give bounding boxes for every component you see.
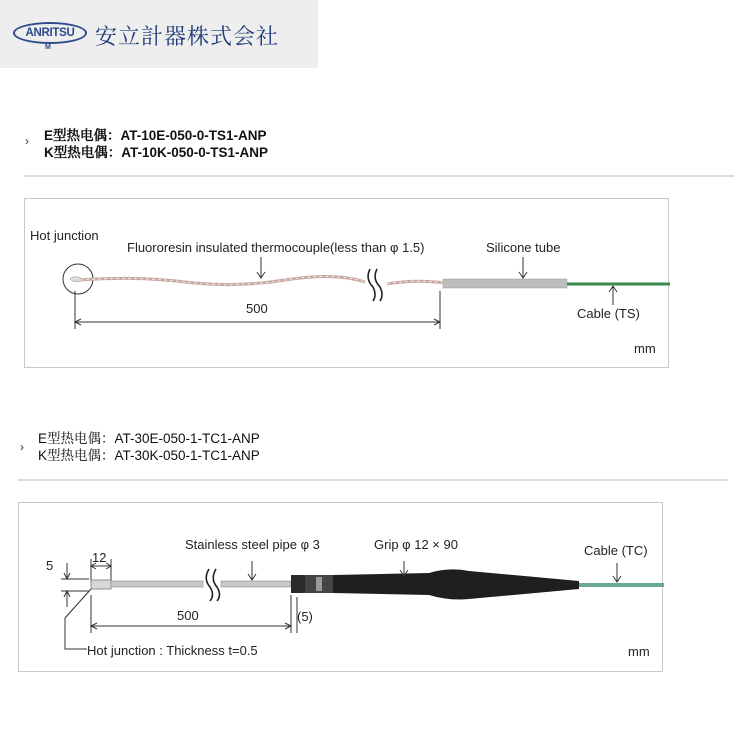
- diagram-2: [18, 502, 663, 672]
- label-unit-mm: mm: [634, 341, 656, 356]
- label-dim-paren-5: (5): [297, 609, 313, 624]
- label-unit-mm: mm: [628, 644, 650, 659]
- logo-sub-mark: M: [45, 44, 51, 51]
- chevron-right-icon: ›: [20, 440, 24, 454]
- label-hot-junction-thickness: Hot junction : Thickness t=0.5: [87, 643, 258, 658]
- probe-tip: [70, 277, 81, 282]
- break-mark-1: [206, 569, 212, 601]
- flat-tip: [91, 580, 111, 589]
- section1-title-line1: E型热电偶：AT-10E-050-0-TS1-ANP: [44, 128, 267, 143]
- label-length-500: 500: [177, 608, 199, 623]
- section2-divider: [18, 479, 728, 481]
- diagram-1-drawing: [25, 199, 670, 369]
- section1-divider: [24, 175, 734, 177]
- logo-text: ANRITSU: [25, 27, 75, 39]
- label-dim-12: 12: [92, 550, 107, 565]
- company-name: 安立計器株式会社: [95, 24, 280, 49]
- section1-title-line2: K型热电偶：AT-10K-050-0-TS1-ANP: [44, 145, 269, 160]
- break-mark-2: [213, 569, 219, 601]
- label-dim-5: 5: [46, 558, 54, 573]
- label-steel-pipe: Stainless steel pipe φ 3: [185, 537, 320, 552]
- label-silicone-tube: Silicone tube: [486, 240, 561, 255]
- diagram-1: [24, 198, 669, 368]
- silicone-tube: [443, 279, 567, 288]
- label-grip: Grip φ 12 × 90: [374, 537, 458, 552]
- label-fluororesin-wire: Fluororesin insulated thermocouple(less than φ 1.5): [127, 240, 425, 255]
- section2-title-line1: E型热电偶：AT-30E-050-1-TC1-ANP: [38, 431, 260, 446]
- section2-title-line2: K型热电偶：AT-30K-050-1-TC1-ANP: [38, 448, 260, 463]
- break-mark-1: [368, 269, 375, 301]
- label-length-500: 500: [246, 301, 268, 316]
- label-hot-junction: Hot junction: [30, 228, 99, 243]
- label-cable-ts: Cable (TS): [577, 306, 640, 321]
- chevron-right-icon: ›: [25, 134, 29, 148]
- steel-pipe-2: [221, 581, 291, 587]
- fluororesin-wire: [80, 276, 365, 284]
- grip-collar: [291, 575, 305, 593]
- grip-label: [316, 577, 322, 591]
- steel-pipe-1: [111, 581, 203, 587]
- break-mark-2: [375, 269, 382, 301]
- label-cable-tc: Cable (TC): [584, 543, 648, 558]
- grip-body: [333, 569, 579, 599]
- company-logo: [13, 22, 87, 44]
